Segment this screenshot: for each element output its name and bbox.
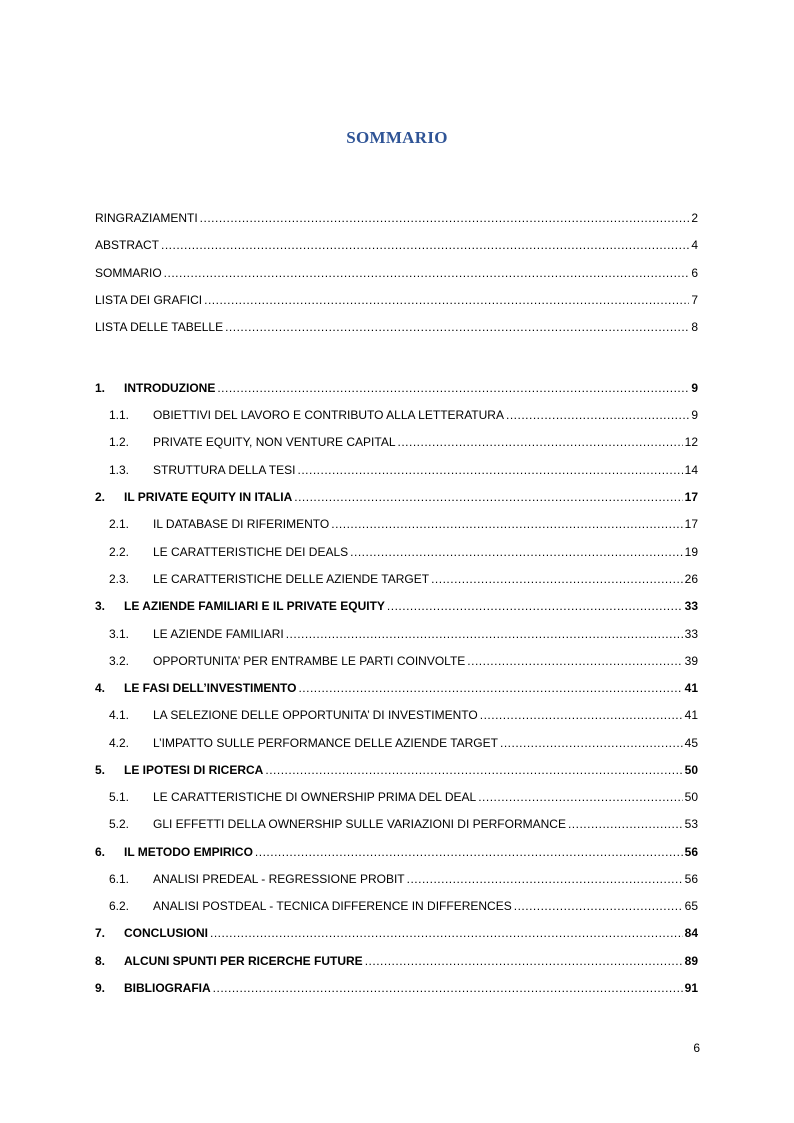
toc-entry-label: BIBLIOGRAFIA [124,981,211,995]
toc-entry-page: 65 [684,899,698,913]
toc-entry-label: OPPORTUNITA’ PER ENTRAMBE LE PARTI COINVOLTE [153,654,466,668]
toc-entry-number: 6. [95,845,106,859]
toc-entry-label: LISTA DELLE TABELLE [95,320,224,334]
toc-entry-number: 5.1. [109,790,130,804]
toc-chapter-9[interactable] [95,979,698,997]
toc-entry-sommario[interactable] [95,264,698,282]
toc-entry-page: 4 [691,238,698,252]
toc-entry-label: LE AZIENDE FAMILIARI [153,627,284,641]
toc-entry-label: LA SELEZIONE DELLE OPPORTUNITA’ DI INVESTIMENTO [153,708,478,722]
dot-leader [286,625,683,643]
toc-section-3-1[interactable] [95,625,698,643]
dot-leader [350,543,682,561]
toc-entry-label: LE CARATTERISTICHE DELLE AZIENDE TARGET [153,572,430,586]
toc-section-2-2[interactable] [95,543,698,561]
toc-section-2-3[interactable] [95,570,698,588]
toc-entry-number: 3.1. [109,627,130,641]
dot-leader [217,379,689,397]
toc-section-5-1[interactable] [95,788,698,806]
toc-chapter-6[interactable] [95,843,698,861]
toc-chapter-8[interactable] [95,952,698,970]
toc-entry-page: 8 [691,320,698,334]
toc-section-4-2[interactable] [95,734,698,752]
toc-entry-number: 6.1. [109,872,130,886]
toc-section-1-3[interactable] [95,461,698,479]
toc-entry-label: IL METODO EMPIRICO [124,845,253,859]
toc-entry-number: 1. [95,381,106,395]
dot-leader [213,979,683,997]
toc-entry-number: 5.2. [109,817,130,831]
toc-entry-page: 12 [684,435,698,449]
dot-leader [298,679,682,697]
toc-entry-page: 2 [691,211,698,225]
toc-section-3-2[interactable] [95,652,698,670]
dot-leader [398,433,683,451]
toc-section-2-1[interactable] [95,515,698,533]
toc-entry-page: 91 [684,981,698,995]
toc-entry-abstract[interactable] [95,236,698,254]
toc-entry-page: 33 [684,599,698,613]
toc-entry-label: IL DATABASE DI RIFERIMENTO [153,517,330,531]
dot-leader [500,734,683,752]
toc-entry-label: ABSTRACT [95,238,160,252]
dot-leader [200,209,690,227]
dot-leader [568,815,683,833]
toc-entry-number: 3. [95,599,106,613]
toc-entry-number: 2.1. [109,517,130,531]
toc-entry-number: 5. [95,763,106,777]
toc-entry-number: 4.1. [109,708,130,722]
toc-entry-number: 2.2. [109,545,130,559]
toc-entry-label: LE FASI DELL’INVESTIMENTO [124,681,297,695]
toc-entry-page: 56 [684,872,698,886]
toc-entry-label: LE CARATTERISTICHE DI OWNERSHIP PRIMA DEL DEAL [153,790,477,804]
dot-leader [210,924,683,942]
toc-entry-page: 17 [684,490,698,504]
page-number: 6 [693,1041,700,1055]
dot-leader [467,652,682,670]
toc-entry-page: 39 [684,654,698,668]
dot-leader [265,761,682,779]
toc-chapter-7[interactable] [95,924,698,942]
toc-entry-label: RINGRAZIAMENTI [95,211,198,225]
toc-entry-page: 26 [684,572,698,586]
toc-entry-label: LISTA DEI GRAFICI [95,293,203,307]
toc-entry-label: L’IMPATTO SULLE PERFORMANCE DELLE AZIENDE TARGET [153,736,498,750]
toc-entry-label: ANALISI POSTDEAL - TECNICA DIFFERENCE IN DIFFERENCES [153,899,512,913]
toc-section-4-1[interactable] [95,706,698,724]
toc-entry-label: ALCUNI SPUNTI PER RICERCHE FUTURE [124,954,363,968]
dot-leader [506,406,689,424]
toc-entry-page: 41 [684,708,698,722]
toc-entry-page: 50 [684,790,698,804]
dot-leader [161,236,689,254]
dot-leader [204,291,689,309]
toc-entry-page: 84 [684,926,698,940]
dot-leader [387,597,683,615]
toc-entry-page: 53 [684,817,698,831]
toc-entry-lista-grafici[interactable] [95,291,698,309]
toc-entry-number: 3.2. [109,654,130,668]
toc-chapter-5[interactable] [95,761,698,779]
toc-chapter-4[interactable] [95,679,698,697]
toc-entry-label: OBIETTIVI DEL LAVORO E CONTRIBUTO ALLA LETTERATURA [153,408,504,422]
toc-entry-number: 7. [95,926,106,940]
toc-entry-label: ANALISI PREDEAL - REGRESSIONE PROBIT [153,872,405,886]
toc-entry-number: 1.2. [109,435,130,449]
toc-entry-number: 2.3. [109,572,130,586]
dot-leader [478,788,682,806]
dot-leader [294,488,682,506]
toc-entry-page: 45 [684,736,698,750]
toc-entry-page: 9 [691,408,698,422]
toc-entry-page: 14 [684,463,698,477]
dot-leader [255,843,683,861]
toc-entry-number: 4. [95,681,106,695]
dot-leader [431,570,683,588]
toc-entry-label: STRUTTURA DELLA TESI [153,463,296,477]
toc-entry-page: 6 [691,266,698,280]
dot-leader [514,897,683,915]
dot-leader [480,706,683,724]
toc-entry-number: 4.2. [109,736,130,750]
toc-section-1-2[interactable] [95,433,698,451]
toc-entry-page: 7 [691,293,698,307]
toc-chapter-3[interactable] [95,597,698,615]
toc-entry-number: 8. [95,954,106,968]
toc-entry-page: 19 [684,545,698,559]
toc-chapter-2[interactable] [95,488,698,506]
toc-entry-label: PRIVATE EQUITY, NON VENTURE CAPITAL [153,435,396,449]
toc-entry-label: INTRODUZIONE [124,381,216,395]
dot-leader [365,952,683,970]
toc-entry-label: CONCLUSIONI [124,926,208,940]
toc-entry-page: 50 [684,763,698,777]
dot-leader [297,461,682,479]
toc-entry-page: 56 [684,845,698,859]
toc-entry-ringraziamenti[interactable] [95,209,698,227]
toc-entry-page: 9 [691,381,698,395]
dot-leader [331,515,682,533]
dot-leader [225,318,689,336]
toc-entry-number: 1.3. [109,463,130,477]
toc-chapter-1[interactable] [95,379,698,397]
toc-entry-label: LE CARATTERISTICHE DEI DEALS [153,545,349,559]
toc-entry-label: IL PRIVATE EQUITY IN ITALIA [124,490,293,504]
toc-entry-number: 2. [95,490,106,504]
toc-entry-page: 17 [684,517,698,531]
toc-entry-number: 9. [95,981,106,995]
toc-entry-page: 33 [684,627,698,641]
toc-entry-number: 1.1. [109,408,130,422]
toc-entry-page: 89 [684,954,698,968]
toc-entry-lista-tabelle[interactable] [95,318,698,336]
toc-section-6-2[interactable] [95,897,698,915]
dot-leader [407,870,683,888]
toc-entry-page: 41 [684,681,698,695]
toc-entry-label: GLI EFFETTI DELLA OWNERSHIP SULLE VARIAZIONI DI PERFORMANCE [153,817,566,831]
toc-entry-label: LE IPOTESI DI RICERCA [124,763,264,777]
toc-section-1-1[interactable] [95,406,698,424]
toc-entry-label: SOMMARIO [95,266,162,280]
toc-section-6-1[interactable] [95,870,698,888]
dot-leader [164,264,690,282]
page-title: SOMMARIO [346,128,448,147]
toc-entry-label: LE AZIENDE FAMILIARI E IL PRIVATE EQUITY [124,599,385,613]
toc-section-5-2[interactable] [95,815,698,833]
toc-entry-number: 6.2. [109,899,130,913]
